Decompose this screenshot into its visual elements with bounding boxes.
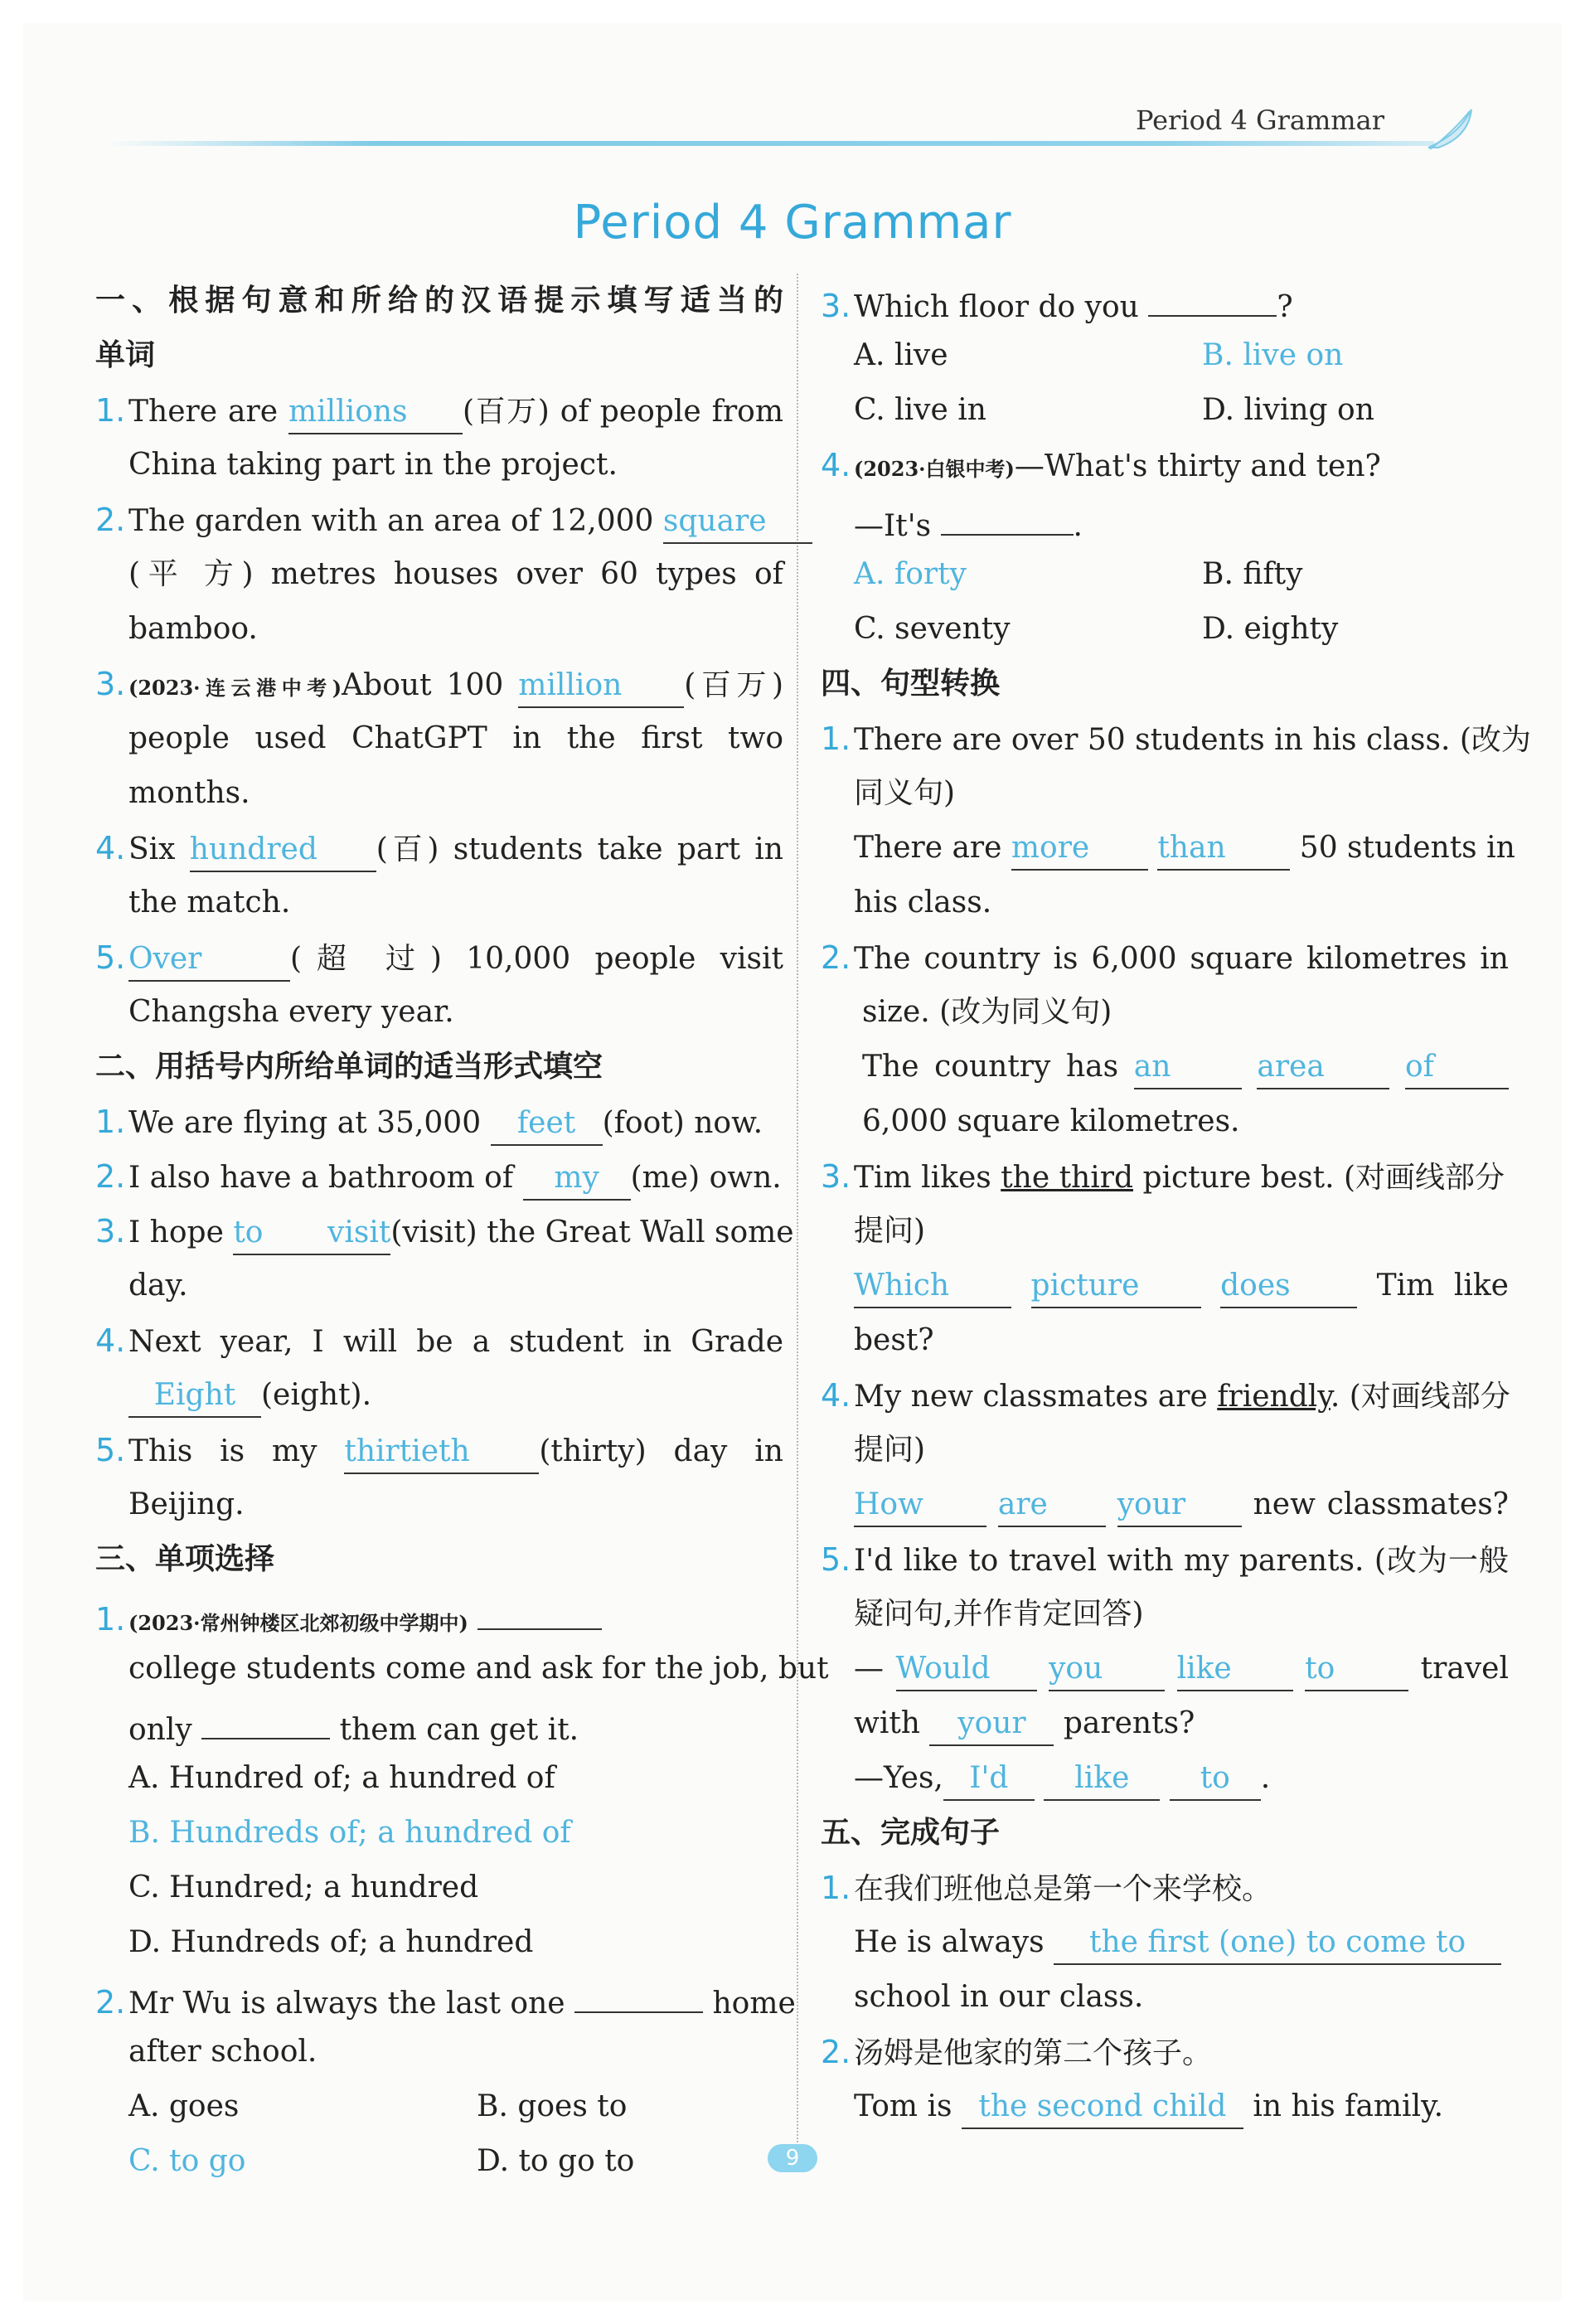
question-number: 4. [821, 447, 851, 483]
answer-blank: are [998, 1484, 1106, 1527]
answer-blank: million [518, 665, 684, 708]
s4-q1: 1. There are over 50 students in his class. (改为 [821, 711, 1509, 766]
s3-q1-cont2: only them can get it. [95, 1696, 783, 1751]
question-number: 4. [95, 830, 126, 866]
s3-q4-option-b[interactable]: B. fifty [1202, 557, 1303, 591]
s3-q4-cont: —It's . [821, 492, 1509, 547]
s3-q2-cont: after school. [128, 2035, 317, 2069]
answer-blank: more [1011, 827, 1148, 871]
s1-q3-cont2: months. [128, 776, 250, 810]
answer-blank [201, 1696, 330, 1739]
s1-q5-cont: Changsha every year. [128, 995, 454, 1029]
question-number: 4. [821, 1377, 851, 1414]
answer-blank: to [1305, 1648, 1408, 1691]
s3-q1-option-b[interactable]: B. Hundreds of; a hundred of [128, 1816, 571, 1850]
answer-blank: your [1117, 1484, 1242, 1527]
s5-q1-cont: school in our class. [854, 1980, 1144, 2014]
answer-blank: the first (one) to come to [1054, 1922, 1501, 1965]
s3-q4-option-a[interactable]: A. forty [854, 557, 967, 591]
s4-q1-cont2: his class. [854, 885, 992, 919]
s3-q2-option-a[interactable]: A. goes [128, 2089, 240, 2123]
s1-q1: 1. There are millions (百万) of people from [95, 383, 783, 438]
answer-blank: does [1220, 1265, 1357, 1308]
s2-q5-cont: Beijing. [128, 1487, 245, 1521]
question-number: 1. [821, 720, 851, 757]
question-number: 2. [95, 1158, 126, 1195]
s2-q3: 3. I hope to visit(visit) the Great Wall some [95, 1204, 783, 1259]
s3-q2: 2. Mr Wu is always the last one home [95, 1970, 783, 2025]
question-number: 1. [821, 1870, 851, 1906]
s4-q4-answer-line: How are your new classmates? [821, 1477, 1509, 1532]
s3-q4-options-cd [821, 602, 1509, 657]
feather-logo-icon [1422, 99, 1480, 158]
s4-q4-cont: 提问) [854, 1433, 926, 1467]
answer-blank: feet [491, 1103, 603, 1146]
question-number: 4. [95, 1322, 126, 1359]
s2-q4: 4. Next year, I will be a student in Grade [95, 1313, 783, 1368]
s5-q2-answer-line: Tom is the second child in his family. [821, 2079, 1509, 2134]
answer-blank: square [663, 501, 812, 544]
answer-blank: to [1170, 1758, 1261, 1801]
s2-q2: 2. I also have a bathroom of my (me) own. [95, 1149, 783, 1204]
answer-blank: picture [1031, 1265, 1201, 1308]
s1-q2: 2. The garden with an area of 12,000 square [95, 492, 783, 547]
s3-q2-options-cd [95, 2134, 783, 2189]
s3-q3: 3. Which floor do you ? [821, 274, 1509, 328]
section-5-heading: 五、完成句子 [821, 1816, 1001, 1850]
s4-q2: 2. The country is 6,000 square kilometres in [821, 930, 1509, 985]
answer-blank [1148, 274, 1277, 317]
source-tag: (2023·白银中考) [854, 457, 1015, 481]
s4-q3-cont2: best? [854, 1323, 934, 1357]
question-number: 3. [821, 288, 851, 324]
s4-q5-answer-line: — Would you like to travel [821, 1642, 1509, 1696]
answer-blank: Over [128, 939, 290, 982]
answer-blank: your [929, 1703, 1054, 1746]
question-number: 1. [95, 1601, 126, 1637]
s4-q2-cont2: 6,000 square kilometres. [862, 1104, 1240, 1138]
question-number: 1. [95, 1104, 126, 1140]
s4-q3-cont: 提问) [854, 1214, 926, 1248]
question-number: 2. [821, 2034, 851, 2070]
s5-q1: 1. 在我们班他总是第一个来学校。 [821, 1861, 1509, 1915]
answer-blank: of [1405, 1046, 1509, 1089]
s4-q3: 3. Tim likes the third picture best. (对画线部分 [821, 1149, 1509, 1204]
question-number: 5. [95, 939, 126, 976]
s3-q1-option-c[interactable]: C. Hundred; a hundred [128, 1870, 479, 1904]
page-number: 9 [768, 2144, 817, 2172]
section-1-heading-cont: 单词 [95, 338, 156, 372]
s3-q1-cont: college students come and ask for the job, but [128, 1652, 829, 1686]
s3-q2-option-b[interactable]: B. goes to [477, 2089, 628, 2123]
s4-q5: 5. I'd like to travel with my parents. (改为一般 [821, 1532, 1509, 1587]
question-number: 3. [95, 1213, 126, 1249]
s4-q5-answer-line3: —Yes, I'd like to . [821, 1751, 1509, 1806]
question-number: 2. [95, 1984, 126, 2021]
s4-q2-answer-line: The country has an area of [821, 1040, 1509, 1094]
section-4-heading: 四、句型转换 [821, 667, 1001, 701]
answer-blank: Would [896, 1648, 1037, 1691]
s2-q4-cont: Eight (eight). [95, 1368, 783, 1423]
s3-q4: 4. (2023·白银中考)—What's thirty and ten? [821, 438, 1509, 492]
question-number: 1. [95, 392, 126, 429]
answer-blank: the second child [962, 2086, 1243, 2129]
answer-blank: like [1177, 1648, 1293, 1691]
underlined-phrase: friendly [1217, 1380, 1331, 1414]
answer-blank: hundred [190, 829, 376, 872]
running-header: Period 4 Grammar [1136, 104, 1385, 136]
answer-blank [941, 492, 1074, 536]
s1-q3: 3. (2023·连云港中考)About 100 million (百万) [95, 657, 783, 711]
s1-q5: 5. Over (超 过) 10,000 people visit [95, 930, 783, 985]
s3-q2-options-ab [95, 2079, 783, 2134]
s1-q4-cont: the match. [128, 885, 291, 919]
s2-q5: 5. This is my thirtieth (thirty) day in [95, 1423, 783, 1477]
section-3-heading: 三、单项选择 [95, 1542, 275, 1576]
section-1-heading: 一、根据句意和所给的汉语提示填写适当的 [95, 284, 783, 318]
header-rule [108, 141, 1434, 146]
answer-blank: millions [288, 391, 463, 434]
answer-blank: Eight [128, 1375, 261, 1418]
s3-q2-option-d[interactable]: D. to go to [477, 2144, 635, 2178]
s3-q3-options-ab [821, 328, 1509, 383]
answer-blank: thirtieth [344, 1431, 539, 1474]
s2-q1: 1. We are flying at 35,000 feet (foot) now. [95, 1094, 783, 1149]
question-number: 2. [95, 502, 126, 538]
s2-q3-cont: day. [128, 1269, 188, 1303]
s1-q2-cont: (平 方) metres houses over 60 types of [128, 557, 783, 591]
section-2-heading: 二、用括号内所给单词的适当形式填空 [95, 1050, 603, 1084]
left-column [95, 274, 829, 2189]
source-tag: (2023·常州钟楼区北郊初级中学期中) [128, 1611, 468, 1635]
answer-blank: an [1134, 1046, 1242, 1089]
s1-q3-cont: people used ChatGPT in the first two [128, 721, 783, 755]
s4-q1-answer-line: There are more than 50 students in [821, 821, 1509, 876]
answer-blank: to visit [233, 1212, 390, 1255]
question-number: 2. [821, 939, 851, 976]
s3-q3-option-b[interactable]: B. live on [1202, 338, 1344, 372]
s3-q1-option-a[interactable]: A. Hundred of; a hundred of [128, 1761, 555, 1795]
s5-q1-answer-line: He is always the first (one) to come to [821, 1915, 1509, 1970]
question-number: 3. [821, 1158, 851, 1195]
s3-q3-option-d[interactable]: D. living on [1202, 393, 1374, 427]
s3-q3-option-a[interactable]: A. live [854, 338, 948, 372]
answer-blank: How [854, 1484, 986, 1527]
answer-blank: than [1157, 827, 1290, 871]
s1-q1-cont: China taking part in the project. [128, 448, 618, 482]
s1-q2-cont2: bamboo. [128, 612, 258, 646]
s4-q3-answer-line: Which picture does Tim like [821, 1259, 1509, 1313]
s4-q1-cont: 同义句) [854, 776, 956, 810]
s3-q3-option-c[interactable]: C. live in [854, 393, 986, 427]
question-number: 3. [95, 666, 126, 702]
answer-blank: my [523, 1157, 631, 1201]
question-number: 5. [95, 1432, 126, 1468]
question-number: 5. [821, 1541, 851, 1578]
underlined-phrase: the third [1001, 1161, 1134, 1195]
answer-blank: you [1049, 1648, 1165, 1691]
answer-blank: area [1257, 1046, 1389, 1089]
s5-q2: 2. 汤姆是他家的第二个孩子。 [821, 2025, 1509, 2079]
answer-blank: like [1044, 1758, 1160, 1801]
answer-blank: Which [854, 1265, 1011, 1308]
s1-q4: 4. Six hundred (百) students take part in [95, 821, 783, 876]
right-column [821, 274, 1531, 2134]
s3-q4-option-d[interactable]: D. eighty [1202, 612, 1339, 646]
s4-q5-cont: 疑问句,并作肯定回答) [854, 1597, 1144, 1631]
source-tag: (2023·连云港中考) [128, 676, 342, 700]
s3-q2-option-c[interactable]: C. to go [128, 2144, 246, 2178]
s3-q1-option-d[interactable]: D. Hundreds of; a hundred [128, 1925, 534, 1959]
s3-q3-options-cd [821, 383, 1509, 438]
answer-blank [574, 1970, 703, 2013]
column-divider [797, 274, 798, 2156]
page-title: Period 4 Grammar [573, 196, 1012, 250]
s3-q4-options-ab [821, 547, 1509, 602]
answer-blank [477, 1587, 602, 1630]
s3-q1 [95, 1587, 783, 1642]
s4-q5-answer-line2: with your parents? [821, 1696, 1509, 1751]
s4-q4: 4. My new classmates are friendly. (对画线部分 [821, 1368, 1509, 1423]
s4-q2-cont: size. (改为同义句) [862, 995, 1112, 1029]
s3-q4-option-c[interactable]: C. seventy [854, 612, 1011, 646]
answer-blank: I'd [943, 1758, 1035, 1801]
